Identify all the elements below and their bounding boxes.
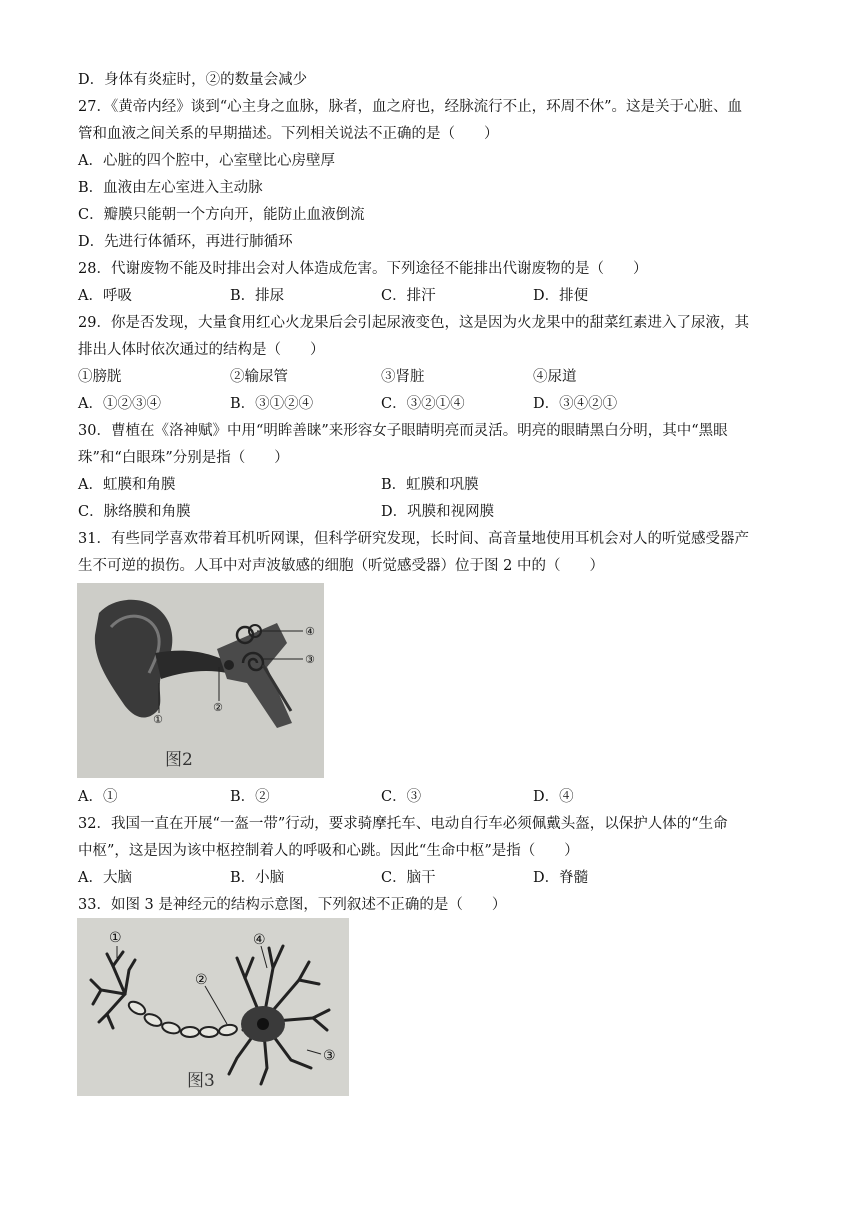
q30-option-c: C．脉络膜和角膜 [78,504,191,520]
q31-option-a: A．① [78,789,118,805]
ear-marker-2: ② [213,701,223,714]
q32-option-a: A．大脑 [78,870,132,886]
q29-stem-line2: 排出人体时依次通过的结构是（ ） [78,342,325,358]
ear-marker-1: ① [153,713,163,726]
q31-option-d: D．④ [533,789,574,805]
neuron-diagram-figure [77,918,349,1096]
ear-diagram-figure [77,583,324,778]
q27-option-c: C．瓣膜只能朝一个方向开，能防止血液倒流 [78,207,365,223]
q29-option-b: B．③①②④ [230,396,314,412]
neuron-diagram-svg [77,918,349,1096]
neuron-marker-2: ② [195,972,208,988]
q31-option-b: B．② [230,789,270,805]
ear-marker-4: ④ [305,625,315,638]
q31-option-c: C．③ [381,789,422,805]
q28-option-a: A．呼吸 [78,288,132,304]
q27-option-d: D．先进行体循环，再进行肺循环 [78,234,293,250]
q28-option-d: D．排便 [533,288,589,304]
q29-item-4: ④尿道 [533,369,577,385]
q32-option-b: B．小脑 [230,870,285,886]
q31-stem-line1: 31．有些同学喜欢带着耳机听网课，但科学研究发现，长时间、高音量地使用耳机会对人的听觉感受器产 [78,531,749,547]
q28-option-b: B．排尿 [230,288,285,304]
q29-item-3: ③肾脏 [381,369,425,385]
q29-option-a: A．①②③④ [78,396,161,412]
q32-option-d: D．脊髓 [533,870,589,886]
q32-stem-line2: 中枢”，这是因为该中枢控制着人的呼吸和心跳。因此“生命中枢”是指（ ） [78,843,579,859]
neuron-marker-3: ③ [323,1048,336,1064]
q32-option-c: C．脑干 [381,870,436,886]
q27-stem-line1: 27．《黄帝内经》谈到“心主身之血脉，脉者，血之府也，经脉流行不止，环周不休”。这是关于心脏、血 [78,99,743,115]
q30-stem-line2: 珠”和“白眼珠”分别是指（ ） [78,450,289,466]
q30-stem-line1: 30．曹植在《洛神赋》中用“明眸善睐”来形容女子眼睛明亮而灵活。明亮的眼睛黑白分明，其中“黑眼 [78,423,728,439]
q26-option-d: D．身体有炎症时，②的数量会减少 [78,72,308,88]
figure-3-label: 图3 [187,1071,215,1091]
neuron-marker-4: ④ [253,932,266,948]
q27-option-b: B．血液由左心室进入主动脉 [78,180,263,196]
q29-item-2: ②输尿管 [230,369,288,385]
q32-stem-line1: 32．我国一直在开展“一盔一带”行动，要求骑摩托车、电动自行车必须佩戴头盔，以保护人体的“生命 [78,816,728,832]
ear-marker-3: ③ [305,653,315,666]
q30-option-d: D．巩膜和视网膜 [381,504,495,520]
q29-stem-line1: 29．你是否发现，大量食用红心火龙果后会引起尿液变色，这是因为火龙果中的甜菜红素进入了尿液，其 [78,315,749,331]
q27-stem-line2: 管和血液之间关系的早期描述。下列相关说法不正确的是（ ） [78,126,499,142]
nucleus-shape [257,1018,269,1030]
q28-option-c: C．排汗 [381,288,436,304]
q28-stem: 28．代谢废物不能及时排出会对人体造成危害。下列途径不能排出代谢废物的是（ ） [78,261,648,277]
q30-option-b: B．虹膜和巩膜 [381,477,479,493]
q29-item-1: ①膀胱 [78,369,122,385]
q29-option-d: D．③④②① [533,396,618,412]
q29-option-c: C．③②①④ [381,396,465,412]
q30-option-a: A．虹膜和角膜 [78,477,176,493]
q27-option-a: A．心脏的四个腔中，心室壁比心房壁厚 [78,153,335,169]
q33-stem: 33．如图 3 是神经元的结构示意图，下列叙述不正确的是（ ） [78,897,507,913]
ear-diagram-svg [77,583,324,778]
q31-stem-line2: 生不可逆的损伤。人耳中对声波敏感的细胞（听觉感受器）位于图 2 中的（ ） [78,558,604,574]
neuron-marker-1: ① [109,930,122,946]
figure-2-label: 图2 [165,750,193,770]
